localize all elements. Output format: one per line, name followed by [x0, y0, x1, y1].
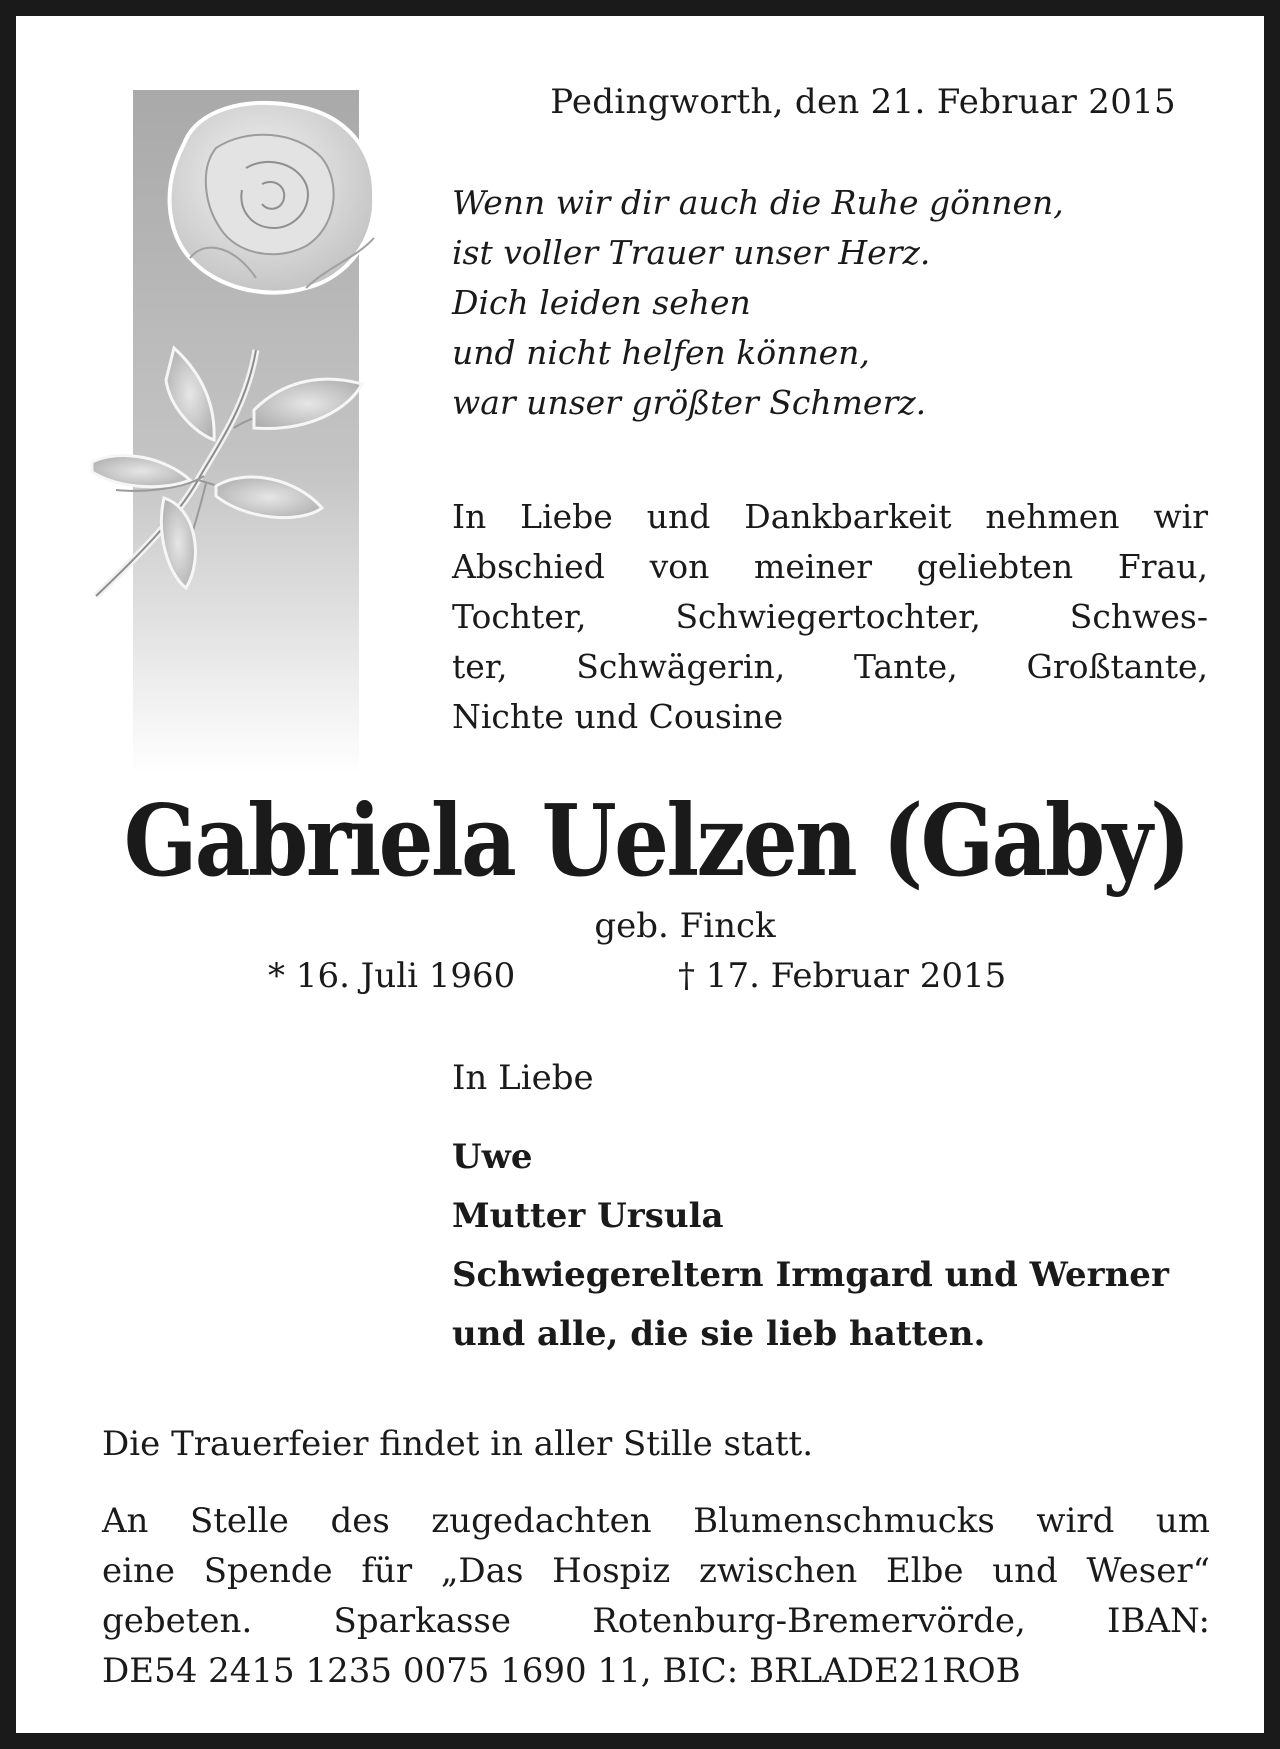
- birth-name: geb. Finck: [594, 906, 776, 946]
- donation-line: DE54 2415 1235 0075 1690 11, BIC: BRLADE21ROB: [102, 1651, 1021, 1691]
- intro-line: Abschied von meiner geliebten Frau,: [452, 547, 1208, 586]
- deceased-name: Gabriela Uelzen (Gaby): [123, 784, 1189, 899]
- poem-line: Wenn wir dir auch die Ruhe gönnen,: [452, 183, 1064, 222]
- ceremony-note: Die Trauerfeier findet in aller Stille statt.: [102, 1424, 814, 1464]
- place-date: Pedingworth, den 21. Februar 2015: [550, 82, 1176, 122]
- intro-line: Nichte und Cousine: [452, 697, 784, 736]
- mourner: Uwe: [452, 1137, 533, 1177]
- poem-line: ist voller Trauer unser Herz.: [452, 233, 931, 272]
- mourners-list: [452, 1128, 1169, 1364]
- intro-line: ter, Schwägerin, Tante, Großtante,: [452, 647, 1208, 686]
- mourner: Schwiegereltern Irmgard und Werner: [452, 1255, 1169, 1295]
- poem-line: war unser größter Schmerz.: [452, 383, 927, 422]
- intro-paragraph: [452, 492, 1208, 742]
- mourner: und alle, die sie lieb hatten.: [452, 1314, 986, 1354]
- donation-note: [102, 1496, 1210, 1696]
- rose-icon: [86, 88, 406, 774]
- donation-line: An Stelle des zugedachten Blumenschmucks wird um: [102, 1501, 1210, 1541]
- intro-line: Tochter, Schwiegertochter, Schwes-: [452, 597, 1208, 636]
- birth-date: * 16. Juli 1960: [268, 956, 516, 996]
- donation-line: eine Spende für „Das Hospiz zwischen Elbe und Weser“: [102, 1551, 1210, 1591]
- in-love-text: In Liebe: [452, 1058, 594, 1098]
- intro-line: In Liebe und Dankbarkeit nehmen wir: [452, 497, 1208, 536]
- poem: [452, 178, 1064, 428]
- donation-line: gebeten. Sparkasse Rotenburg-Bremervörde, IBAN:: [102, 1601, 1210, 1641]
- mourner: Mutter Ursula: [452, 1196, 724, 1236]
- poem-line: Dich leiden sehen: [452, 283, 751, 322]
- poem-line: und nicht helfen können,: [452, 333, 870, 372]
- death-date: † 17. Februar 2015: [678, 956, 1007, 996]
